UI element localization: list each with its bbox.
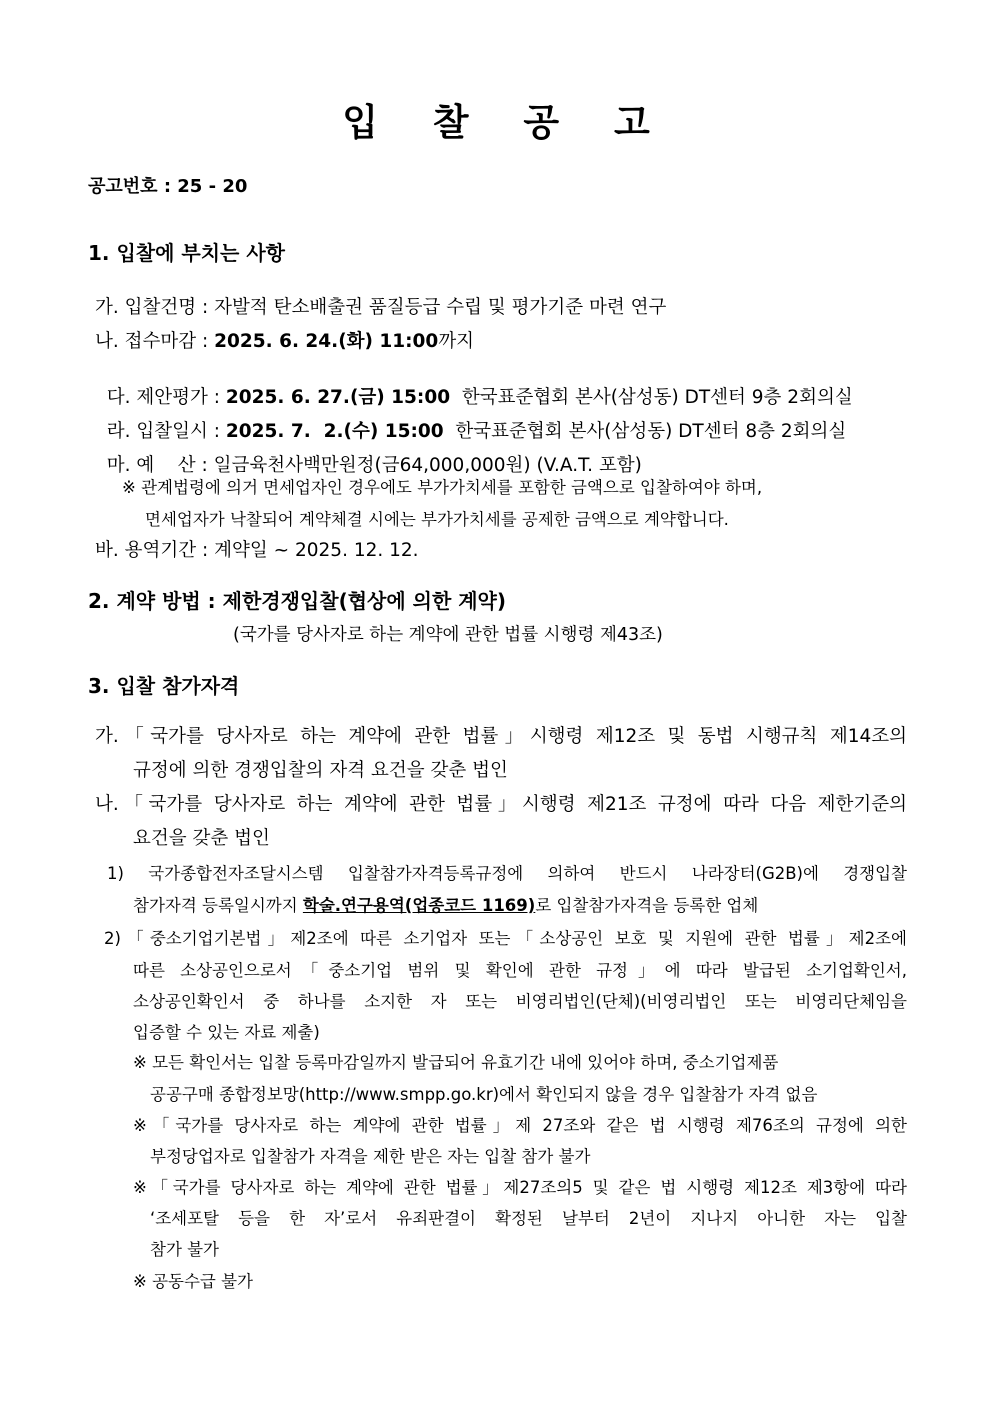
sub1-line2-tail: 로 입찰참가자격을 등록한 업체 — [535, 896, 759, 915]
item-value: 2025. 6. 27.(금) 15:00 — [225, 387, 451, 408]
item-value: 자발적 탄소배출권 품질등급 수립 및 평가기준 마련 연구 — [214, 297, 667, 318]
sub2-line3: 소상공인확인서 중 하나를 소지한 자 또는 비영리법인(단체)(비영리법인 또는 비영리단체임을 — [133, 992, 907, 1011]
note2-line1: ※「국가를 당사자로 하는 계약에 관한 법률」제 27조와 같은 법 시행령 제76조의 규정에 의한 — [133, 1116, 907, 1135]
item-label: 다. 제안평가 : — [106, 387, 226, 408]
item-extra: 까지 — [438, 331, 475, 352]
ga-line1: 가.「국가를 당사자로 하는 계약에 관한 법률」시행령 제12조 및 동법 시행규칙 제14조의 — [95, 726, 907, 747]
sub1-line2-text: 참가자격 등록일시까지 — [133, 896, 303, 915]
note3-line2: ‘조세포탈 등을 한 자’로서 유죄판결이 확정된 날부터 2년이 지나지 아니한 자는 입찰 — [150, 1209, 907, 1228]
note2-line2: 부정당업자로 입찰참가 자격을 제한 받은 자는 입찰 참가 불가 — [150, 1147, 591, 1166]
item-value: 2025. 7. 2.(수) 15:00 — [225, 421, 444, 442]
section2-heading: 2. 계약 방법 : 제한경쟁입찰(협상에 의한 계약) — [88, 589, 507, 613]
vat-note-line1: ※ 관계법령에 의거 면세업자인 경우에도 부가가치세를 포함한 금액으로 입찰하여야 하며, — [122, 478, 763, 497]
section2-sub: (국가를 당사자로 하는 계약에 관한 법률 시행령 제43조) — [233, 625, 663, 645]
item-label: 라. 입찰일시 : — [106, 421, 226, 442]
note4: ※ 공동수급 불가 — [133, 1272, 253, 1291]
item-deadline — [95, 327, 474, 353]
sub2-line2: 따른 소상공인으로서「중소기업 범위 및 확인에 관한 규정」에 따라 발급된 소기업확인서, — [133, 961, 907, 980]
item-value: 일금육천사백만원정(금64,000,000원) (V.A.T. 포함) — [213, 455, 642, 476]
note1-line1: ※ 모든 확인서는 입찰 등록마감일까지 발급되어 유효기간 내에 있어야 하며, 중소기업제품 — [133, 1053, 779, 1072]
sub1-line2 — [133, 892, 758, 916]
item-label: 마. 예 산 : — [106, 455, 214, 476]
na-line1: 나.「국가를 당사자로 하는 계약에 관한 법률」시행령 제21조 규정에 따라 다음 제한기준의 — [95, 794, 907, 815]
note3-line3: 참가 불가 — [150, 1240, 220, 1259]
item-value: 2025. 6. 24.(화) 11:00 — [214, 331, 439, 352]
industry-code: 학술.연구용역(업종코드 1169) — [302, 896, 536, 915]
item-bid-name — [95, 293, 666, 319]
item-extra: 한국표준협회 본사(삼성동) DT센터 8층 2회의실 — [443, 421, 847, 442]
item-label: 나. 접수마감 : — [95, 331, 215, 352]
note1-line2: 공공구매 종합정보망(http://www.smpp.go.kr)에서 확인되지 않을 경우 입찰참가 자격 없음 — [150, 1085, 818, 1104]
section1-heading: 1. 입찰에 부치는 사항 — [88, 241, 285, 265]
na-line2: 요건을 갖춘 법인 — [133, 828, 270, 849]
item-period — [95, 536, 419, 562]
item-budget — [95, 430, 642, 477]
page-title: 입 찰 공 고 — [342, 101, 671, 144]
item-label: 바. 용역기간 : — [95, 540, 215, 561]
sub2-line1: 2)「중소기업기본법」제2조에 따른 소기업자 또는「소상공인 보호 및 지원에 관한 법률」제2조에 — [104, 929, 907, 948]
ga-line2: 규정에 의한 경쟁입찰의 자격 요건을 갖춘 법인 — [133, 760, 508, 781]
note3-line1: ※「국가를 당사자로 하는 계약에 관한 법률」제27조의5 및 같은 법 시행령 제12조 제3항에 따라 — [133, 1178, 907, 1197]
item-label: 가. 입찰건명 : — [95, 297, 215, 318]
item-value: 계약일 ~ 2025. 12. 12. — [214, 540, 419, 561]
section3-heading: 3. 입찰 참가자격 — [88, 674, 240, 698]
notice-number: 공고번호 : 25 - 20 — [88, 176, 248, 197]
sub1-line1: 1) 국가종합전자조달시스템 입찰참가자격등록규정에 의하여 반드시 나라장터(G2B)에 경쟁입찰 — [107, 864, 907, 883]
sub2-line4: 입증할 수 있는 자료 제출) — [133, 1023, 320, 1042]
item-extra: 한국표준협회 본사(삼성동) DT센터 9층 2회의실 — [450, 387, 853, 408]
vat-note-line2: 면세업자가 낙찰되어 계약체결 시에는 부가가치세를 공제한 금액으로 계약합니다. — [145, 510, 729, 529]
